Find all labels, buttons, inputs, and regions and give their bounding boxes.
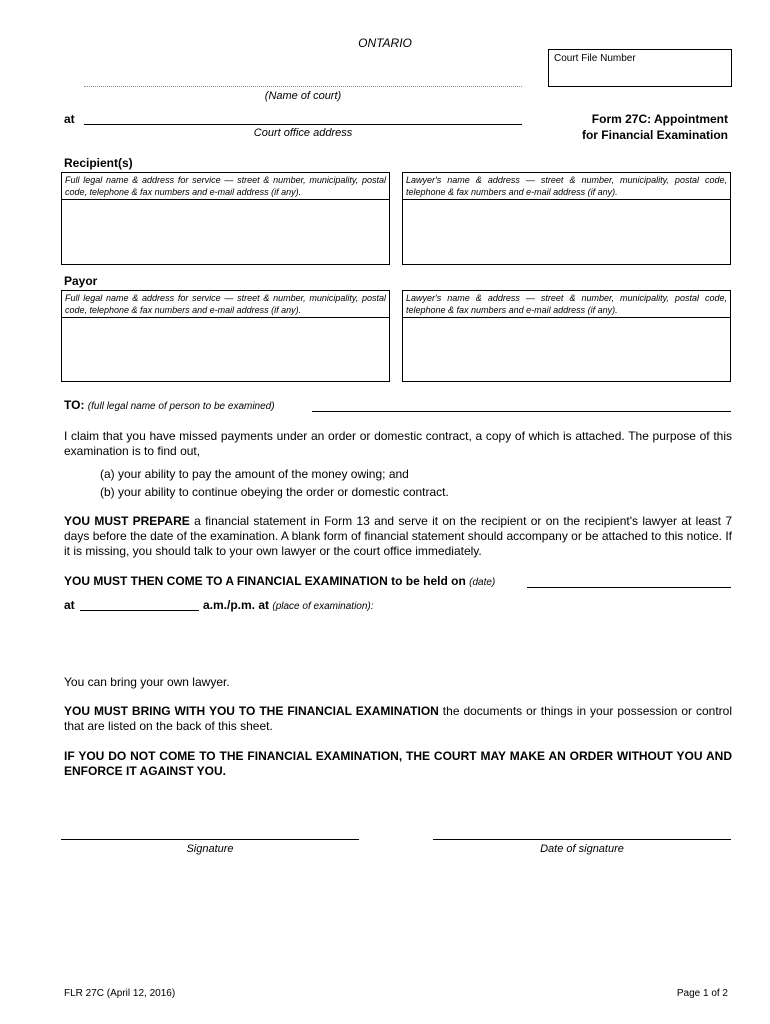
recipient-lawyer-label: Lawyer's name & address — street & number, municipality, postal code, telephone & fax numbers and e-mail address (if any). [403,173,730,200]
date-hint: (date) [469,577,496,588]
court-file-number-box[interactable] [548,49,732,87]
signature-line[interactable] [61,839,359,840]
recipient-name-label: Full legal name & address for service — street & number, municipality, postal code, telephone & fax numbers and e-mail address (if any). [62,173,389,200]
item-a: (a) your ability to pay the amount of the money owing; and [100,467,409,481]
page-number: Page 1 of 2 [676,988,728,999]
recipient-lawyer-box[interactable] [402,172,731,265]
court-office-address-line[interactable] [84,124,522,125]
province-title: ONTARIO [358,36,412,50]
form-title-line1: Form 27C: Appointment [591,112,728,126]
at-label: at [64,112,75,126]
date-of-signature-label: Date of signature [540,843,624,855]
ampm-line [203,598,374,612]
ampm-label: a.m./p.m. at [203,598,270,612]
prepare-rest: a financial statement in Form 13 and serve it on the recipient or on the recipient's lawyer at least 7 days before the date of the examination. A blank form of financial statement should accompany or be attached to this notice. If it is missing, you should talk to your own lawyer or the court office immediately. [64,514,733,558]
prepare-bold: YOU MUST PREPARE [64,514,190,528]
name-of-court-label: (Name of court) [264,90,342,102]
claim-paragraph: I claim that you have missed payments under an order or domestic contract, a copy of which is attached. The purpose of this examination is to find out, [64,429,732,458]
signature-label: Signature [186,843,234,855]
to-line-label [64,398,275,412]
warning-paragraph: IF YOU DO NOT COME TO THE FINANCIAL EXAMINATION, THE COURT MAY MAKE AN ORDER WITHOUT YOU AND ENFORCE IT AGAINST YOU. [64,749,732,778]
place-hint: (place of examination): [272,601,374,612]
to-hint: (full legal name of person to be examined) [87,401,275,412]
then-come-line [64,574,495,588]
date-of-signature-line[interactable] [433,839,731,840]
payor-heading: Payor [64,274,98,288]
bring-lawyer-text: You can bring your own lawyer. [64,675,230,689]
bring-bold: YOU MUST BRING WITH YOU TO THE FINANCIAL EXAMINATION [64,704,439,718]
payor-lawyer-label: Lawyer's name & address — street & number, municipality, postal code, telephone & fax numbers and e-mail address (if any). [403,291,730,318]
court-file-number-label: Court File Number [554,53,636,64]
bring-paragraph [64,704,732,734]
payor-lawyer-box[interactable] [402,290,731,382]
form-title-line2: for Financial Examination [581,128,728,142]
exam-time-line[interactable] [80,610,199,611]
payor-name-box[interactable] [61,290,390,382]
exam-at-label: at [64,598,75,612]
recipient-heading: Recipient(s) [64,156,133,170]
form-title [540,111,728,143]
exam-date-line[interactable] [527,587,731,588]
name-of-court-line[interactable] [84,86,522,87]
recipient-name-box[interactable] [61,172,390,265]
then-come-text: YOU MUST THEN COME TO A FINANCIAL EXAMINATION to be held on [64,574,466,588]
item-b: (b) your ability to continue obeying the order or domestic contract. [100,485,449,499]
payor-name-label: Full legal name & address for service — street & number, municipality, postal code, telephone & fax numbers and e-mail address (if any). [62,291,389,318]
court-office-address-label: Court office address [253,127,353,139]
prepare-paragraph [64,514,732,559]
to-label: TO: [64,398,85,412]
bring-rest: the documents or things in your possession or control that are listed on the back of this sheet. [64,704,733,733]
form-id: FLR 27C (April 12, 2016) [64,988,176,999]
to-name-line[interactable] [312,411,731,412]
